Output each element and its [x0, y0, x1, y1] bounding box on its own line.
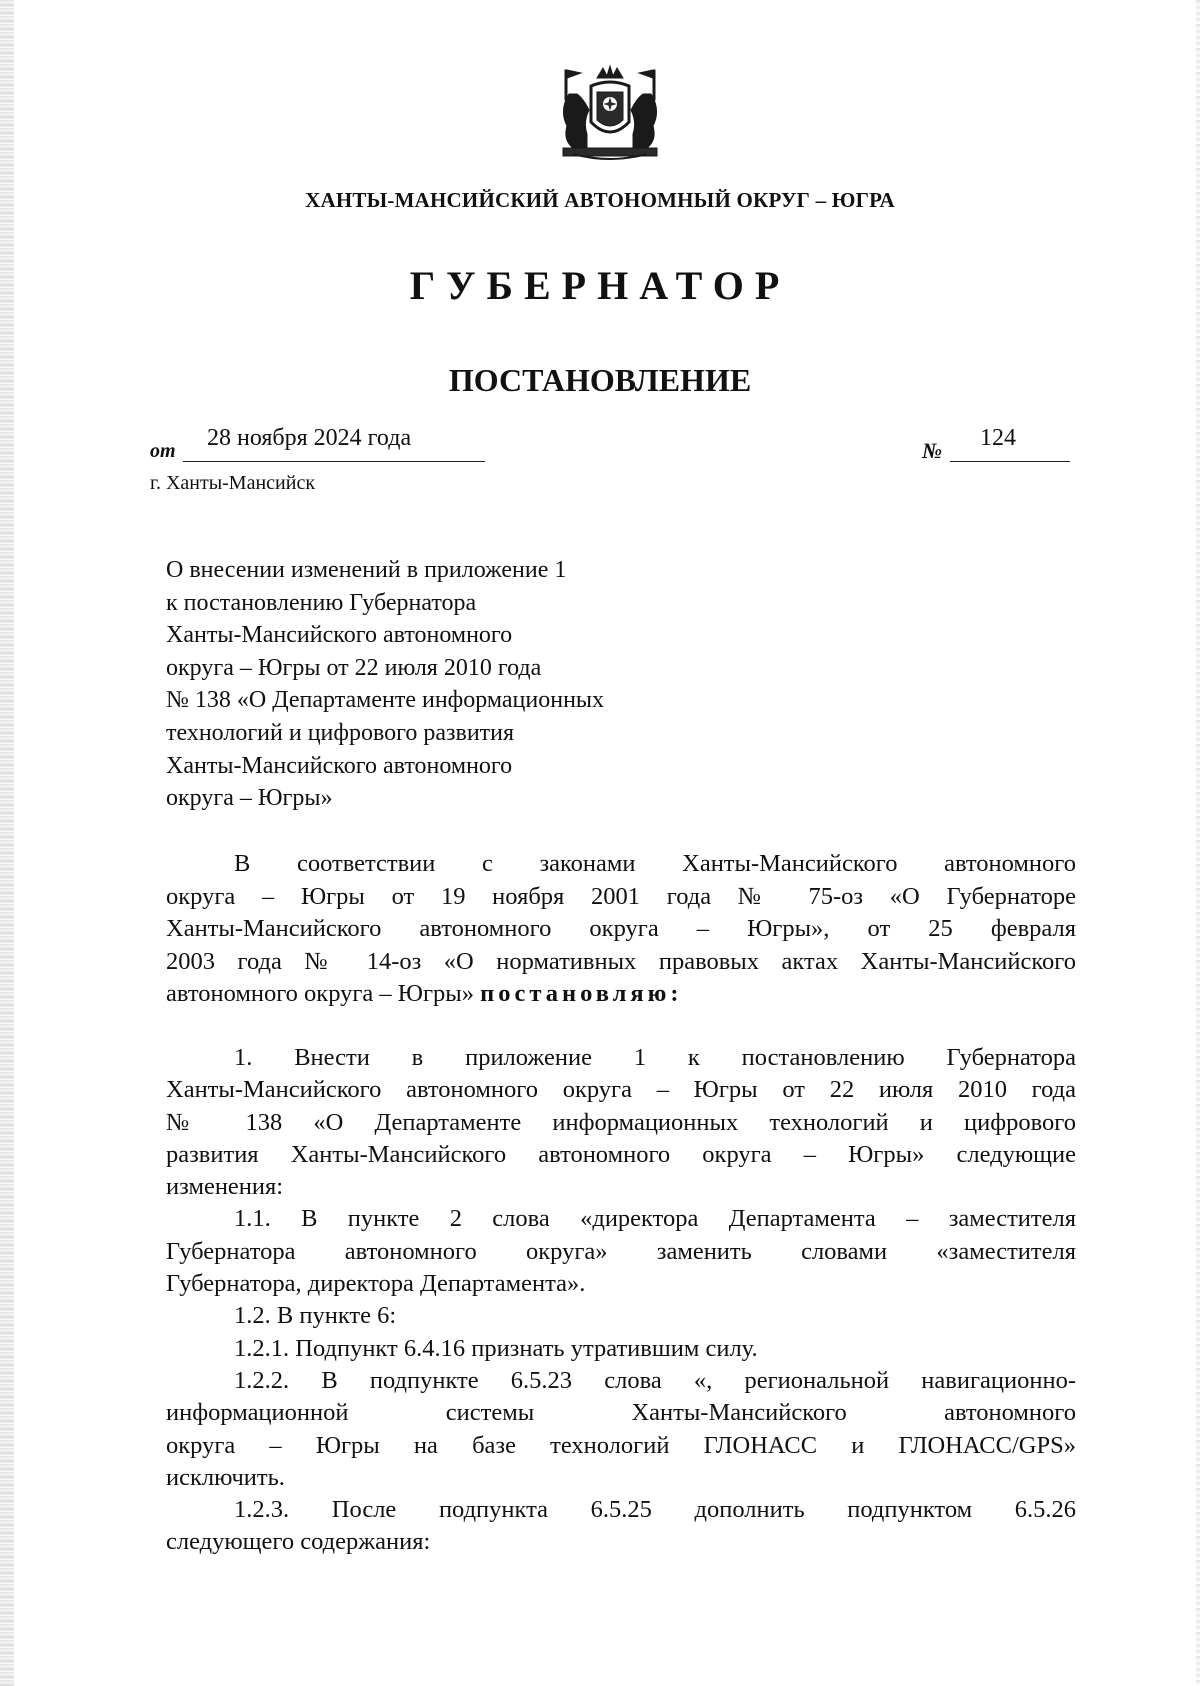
region-name: ХАНТЫ-МАНСИЙСКИЙ АВТОНОМНЫЙ ОКРУГ – ЮГРА — [305, 188, 895, 212]
preamble-line: 2003 года № 14-оз «О нормативных правовых актах Ханты-Мансийского — [166, 947, 1076, 975]
item-line: следующего содержания: — [166, 1528, 431, 1556]
city: г. Ханты-Мансийск — [150, 472, 316, 494]
preamble-last-text: автономного округа – Югры» — [166, 980, 474, 1008]
item-line: информационной системы Ханты-Мансийского автономного — [166, 1399, 1076, 1427]
document-title — [166, 554, 726, 815]
item-line: 1.1. В пункте 2 слова «директора Департамента – заместителя — [234, 1205, 1076, 1233]
item-line: развития Ханты-Мансийского автономного округа – Югры» следующие — [166, 1140, 1076, 1168]
authority-title: ГУБЕРНАТОР — [409, 263, 791, 308]
title-line: Ханты-Мансийского автономного — [166, 622, 513, 649]
document-type: ПОСТАНОВЛЕНИЕ — [448, 362, 752, 398]
title-line: О внесении изменений в приложение 1 — [166, 557, 567, 583]
decree-word: постановляю: — [480, 980, 683, 1008]
item-line: 1.2. В пункте 6: — [234, 1302, 397, 1330]
date-prefix: от — [150, 440, 176, 462]
item-line: исключить. — [166, 1463, 285, 1491]
item-line: 1.2.2. В подпункте 6.5.23 слова «, региональной навигационно- — [234, 1366, 1076, 1394]
preamble-line — [166, 978, 1076, 1011]
item-line: № 138 «О Департаменте информационных технологий и цифрового — [166, 1108, 1076, 1136]
scan-edge-right — [1196, 0, 1200, 1686]
item-line: Ханты-Мансийского автономного округа – Югры от 22 июля 2010 года — [166, 1076, 1076, 1104]
document-number: 124 — [980, 425, 1016, 451]
item-line: 1. Внести в приложение 1 к постановлению Губернатора — [234, 1044, 1076, 1071]
number-sign: № — [922, 438, 943, 463]
item-line: 1.2.1. Подпункт 6.4.16 признать утратившим силу. — [234, 1334, 758, 1362]
title-line: к постановлению Губернатора — [166, 589, 477, 616]
item-line: 1.2.3. После подпункта 6.5.25 дополнить подпунктом 6.5.26 — [234, 1496, 1076, 1524]
title-line: Ханты-Мансийского автономного — [166, 752, 513, 779]
preamble-paragraph — [166, 848, 1076, 1011]
decree-items — [166, 1042, 1076, 1559]
item-line: округа – Югры на базе технологий ГЛОНАСС и ГЛОНАСС/GPS» — [166, 1431, 1076, 1459]
scan-edge-left — [0, 0, 14, 1686]
preamble-line: В соответствии с законами Ханты-Мансийского автономного — [234, 850, 1076, 877]
title-line: округа – Югры от 22 июля 2010 года — [166, 654, 542, 681]
title-line: № 138 «О Департаменте информационных — [166, 687, 605, 714]
coat-of-arms-emblem — [553, 64, 667, 164]
preamble-line: Ханты-Мансийского автономного округа – Югры», от 25 февраля — [166, 915, 1076, 943]
date-field — [183, 425, 485, 462]
item-line: Губернатора, директора Департамента». — [166, 1270, 586, 1298]
item-line: изменения: — [166, 1173, 284, 1201]
document-date: 28 ноября 2024 года — [207, 425, 412, 451]
preamble-line: округа – Югры от 19 ноября 2001 года № 75-оз «О Губернаторе — [166, 882, 1076, 910]
title-line: технологий и цифрового развития — [166, 719, 515, 746]
item-line: Губернатора автономного округа» заменить словами «заместителя — [166, 1237, 1076, 1265]
title-line: округа – Югры» — [166, 785, 333, 812]
number-field — [950, 425, 1070, 462]
